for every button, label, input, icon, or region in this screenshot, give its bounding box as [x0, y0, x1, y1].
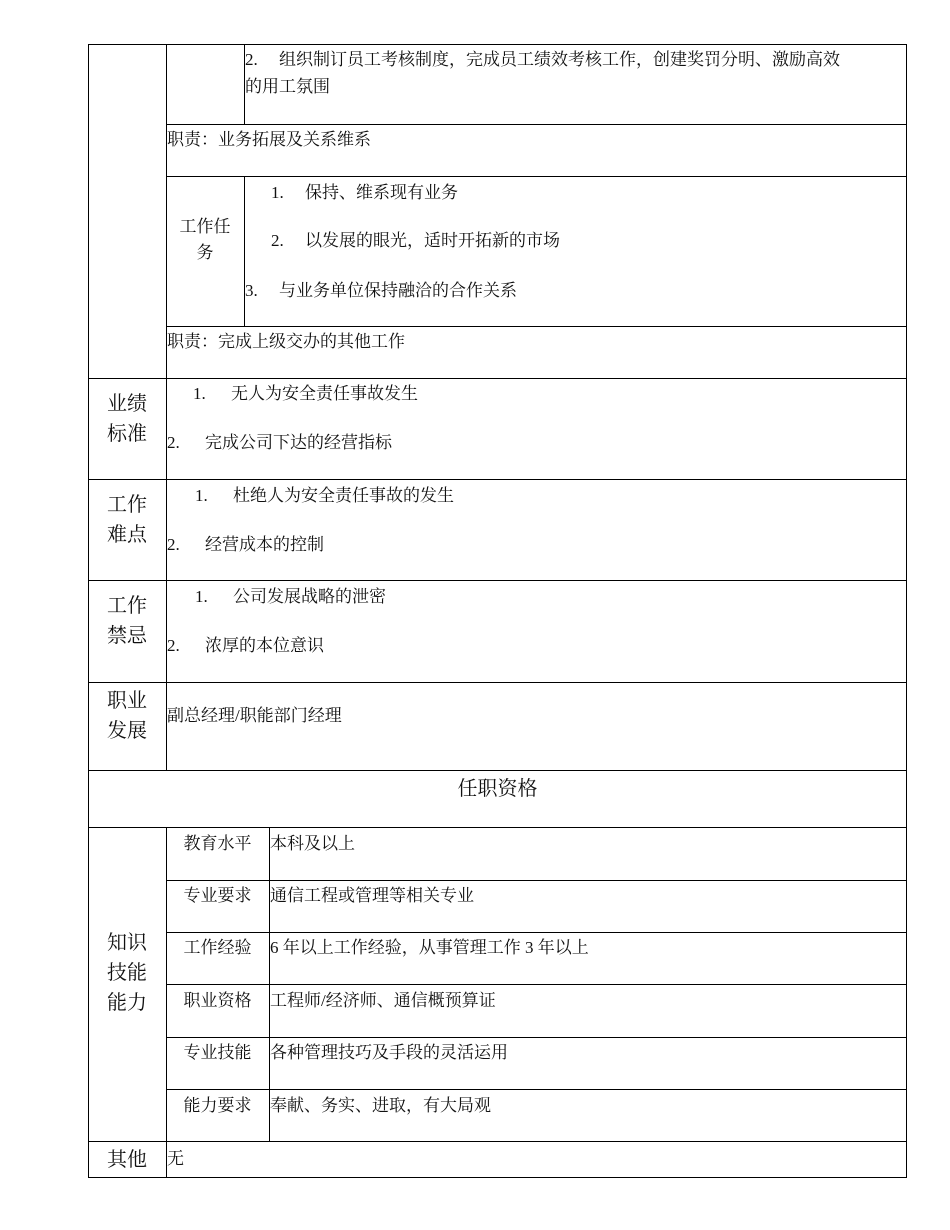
difficulty-label-2: 难点: [107, 524, 147, 546]
other-label: 其他: [107, 1149, 147, 1171]
list-text: 以发展的眼光，适时开拓新的市场: [305, 231, 560, 250]
duty2-task-label-2: 务: [196, 243, 214, 262]
qualification-value: 通信工程或管理等相关专业: [270, 886, 474, 905]
qualification-header: 任职资格: [457, 778, 538, 800]
list-number: 2.: [167, 535, 180, 554]
list-item: [167, 635, 324, 657]
taboo-label-1: 工作: [107, 595, 147, 617]
list-number: 2.: [271, 231, 284, 250]
qualification-key: 教育水平: [183, 834, 252, 853]
taboo-label: [88, 591, 166, 651]
career-text: 副总经理/职能部门经理: [167, 706, 342, 725]
list-text: 完成公司下达的经营指标: [205, 433, 392, 452]
qualification-value: 6 年以上工作经验，从事管理工作 3 年以上: [270, 938, 589, 957]
qualification-key: 职业资格: [183, 991, 252, 1010]
performance-label-2: 标准: [107, 423, 147, 445]
difficulty-label: [88, 490, 166, 550]
list-number: 2.: [167, 433, 180, 452]
list-text: 公司发展战略的泄密: [233, 587, 386, 606]
list-text: 无人为安全责任事故发生: [231, 384, 418, 403]
career-label-1: 职业: [107, 690, 147, 712]
list-text: 与业务单位保持融洽的合作关系: [279, 281, 517, 300]
other-text: 无: [167, 1149, 184, 1168]
qualification-value: 本科及以上: [270, 834, 355, 853]
list-number: 1.: [195, 486, 208, 505]
qualification-value: 各种管理技巧及手段的灵活运用: [270, 1043, 508, 1062]
list-item: [271, 182, 458, 204]
taboo-label-2: 禁忌: [107, 625, 147, 647]
list-item: [271, 230, 560, 252]
duty1-task2: [245, 49, 840, 71]
list-number: 1.: [271, 183, 284, 202]
career-label: [88, 686, 166, 746]
duty2-task-label: [166, 214, 244, 266]
list-item: [167, 534, 324, 556]
qualification-key: 工作经验: [183, 938, 252, 957]
qualification-key: 专业要求: [183, 886, 252, 905]
list-number: 1.: [195, 587, 208, 606]
qualification-label-1: 知识: [107, 932, 147, 954]
qualification-value: 奉献、务实、进取，有大局观: [270, 1096, 491, 1115]
difficulty-label-1: 工作: [107, 494, 147, 516]
duty2-task-label-1: 工作任: [179, 217, 231, 236]
qualification-value: 工程师/经济师、通信概预算证: [270, 991, 496, 1010]
list-text: 杜绝人为安全责任事故的发生: [233, 486, 454, 505]
list-item: [245, 280, 517, 302]
duty1-task2-line1: 组织制订员工考核制度，完成员工绩效考核工作，创建奖罚分明、激励高效: [279, 50, 840, 69]
list-number: 3.: [245, 281, 258, 300]
list-item: [195, 485, 454, 507]
list-number: 1.: [193, 384, 206, 403]
performance-label-1: 业绩: [107, 393, 147, 415]
list-item: [193, 383, 418, 405]
duty3-title: 职责：完成上级交办的其他工作: [167, 332, 405, 351]
qualification-key: 能力要求: [183, 1096, 252, 1115]
list-item: [195, 586, 386, 608]
list-text: 经营成本的控制: [205, 535, 324, 554]
qualification-key: 专业技能: [183, 1043, 252, 1062]
list-text: 保持、维系现有业务: [305, 183, 458, 202]
qualification-label: [88, 928, 166, 1018]
list-number: 2.: [167, 636, 180, 655]
list-text: 浓厚的本位意识: [205, 636, 324, 655]
duty2-title: 职责：业务拓展及关系维系: [167, 130, 371, 149]
career-label-2: 发展: [107, 720, 147, 742]
performance-label: [88, 389, 166, 449]
duty1-task2-line2: 的用工氛围: [245, 77, 330, 96]
qualification-label-3: 能力: [107, 992, 147, 1014]
list-number: 2.: [245, 50, 258, 69]
qualification-label-2: 技能: [107, 962, 147, 984]
list-item: [167, 432, 392, 454]
